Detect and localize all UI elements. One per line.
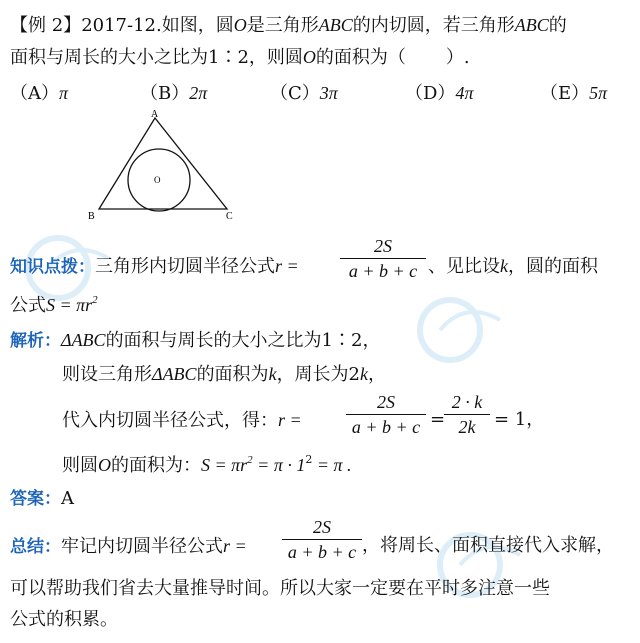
- analysis-equals: =: [430, 409, 446, 430]
- problem-line-1: 【例 2】2017-12.如图，圆O是三角形ABC的内切圆，若三角形ABC的: [10, 15, 567, 36]
- answer-label: 答案：: [10, 489, 61, 509]
- label-c: C: [226, 211, 233, 222]
- summary-line-1-end: ，将周长、面积直接代入求解，: [362, 535, 614, 556]
- analysis-line-4: 则圆O的面积为：$S = \pi r^2 = \pi \cdot 1^2 = \pi$ .: [62, 453, 352, 476]
- knowledge-line-2: 公式$S = \pi r^2$: [10, 294, 98, 316]
- option-a: （A）π: [10, 83, 69, 104]
- analysis-fraction-2: 2 · k 2k: [444, 391, 490, 438]
- watermark-logo-icon: [410, 290, 522, 370]
- triangle-abc: [99, 118, 227, 209]
- triangle-incircle-figure: [85, 108, 245, 226]
- summary-line-2: 可以帮助我们省去大量推导时间。所以大家一定要在平时多注意一些: [10, 578, 550, 599]
- summary-line-3: 公式的积累。: [10, 609, 118, 630]
- option-b: （B）2π: [140, 83, 208, 104]
- knowledge-fraction: 2S a + b + c: [340, 235, 426, 282]
- example-tag: 【例 2】: [10, 15, 82, 36]
- summary-line-1: 总结：牢记内切圆半径公式r =: [10, 536, 247, 557]
- problem-line-2: 面积与周长的大小之比为1∶2，则圆O的面积为（ ）.: [10, 47, 470, 68]
- analysis-result: = 1，: [494, 409, 545, 430]
- label-o: O: [154, 175, 161, 185]
- analysis-fraction-1: 2S a + b + c: [346, 391, 426, 438]
- knowledge-line-1-end: 、见比设k，圆的面积: [428, 256, 598, 277]
- summary-fraction: 2S a + b + c: [282, 516, 362, 563]
- option-c: （C）3π: [270, 83, 338, 104]
- option-e: （E）5π: [540, 83, 608, 104]
- label-b: B: [88, 211, 95, 222]
- analysis-label: 解析：: [10, 331, 61, 351]
- answer-value: A: [61, 488, 74, 509]
- option-d: （D）4π: [405, 83, 474, 104]
- answer-line: [10, 486, 74, 512]
- knowledge-line-1: 知识点拨：三角形内切圆半径公式r =: [10, 256, 299, 277]
- analysis-line-2: 则设三角形ΔABC的面积为k，周长为2k，: [62, 364, 387, 385]
- knowledge-label: 知识点拨：: [10, 257, 95, 277]
- label-a: A: [151, 109, 159, 120]
- summary-label: 总结：: [10, 537, 61, 557]
- analysis-line-3: 代入内切圆半径公式，得：r =: [62, 410, 302, 431]
- analysis-line-1: 解析：ΔABC的面积与周长的大小之比为1∶2，: [10, 330, 381, 351]
